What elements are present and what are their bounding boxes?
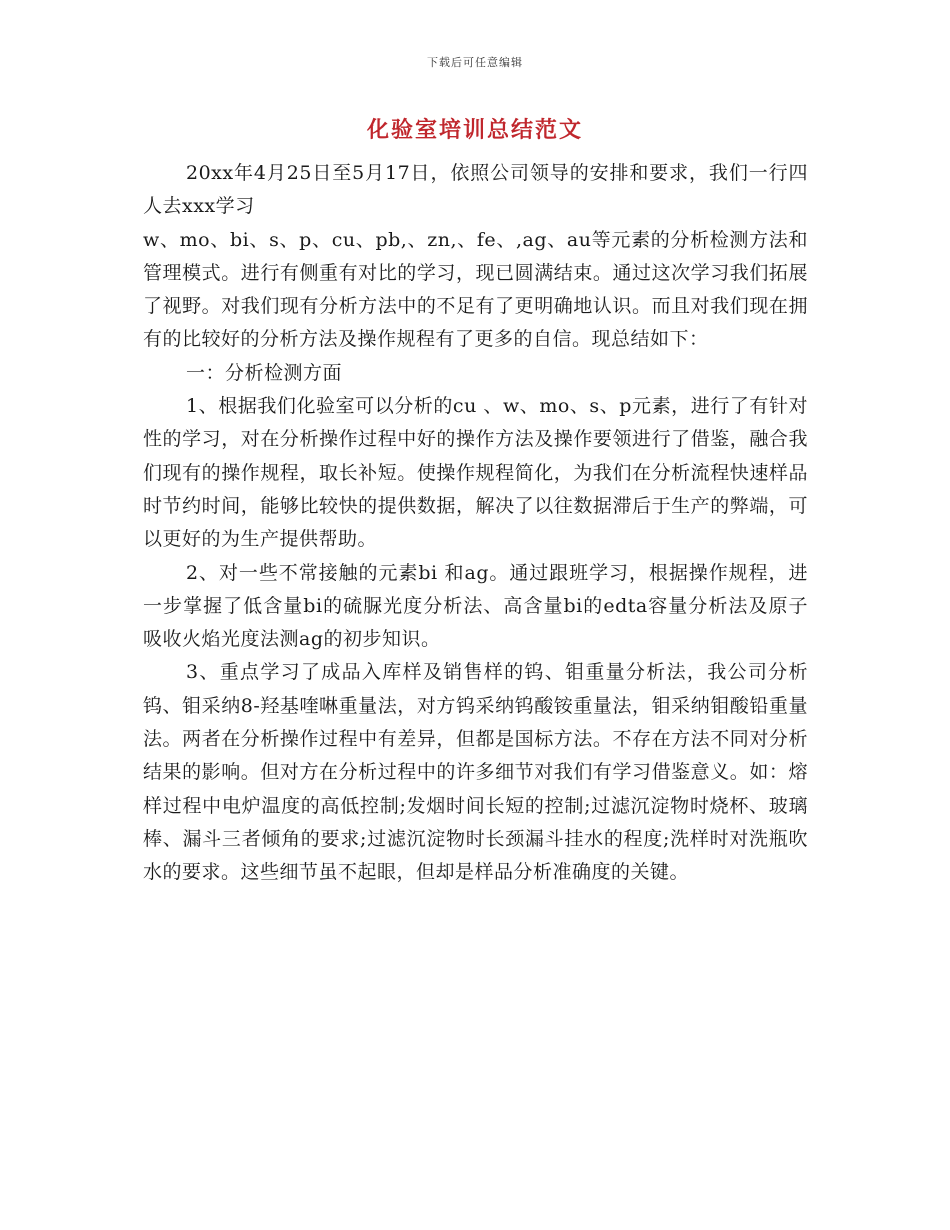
paragraph-item-2: 2、对一些不常接触的元素bi 和ag。通过跟班学习，根据操作规程，进一步掌握了低含量bi的硫脲光度分析法、高含量bi的edta容量分析法及原子吸收火焰光度法测ag的初步知识。: [143, 561, 808, 651]
paragraph-elements: w、mo、bi、s、p、cu、pb,、zn,、fe、,ag、au等元素的分析检测方法和管理模式。进行有侧重有对比的学习，现已圆满结束。通过这次学习我们拓展了视野。对我们现有分析方法中的不足有了更明确地认识。而且对我们现在拥有的比较好的分析方法及操作规程有了更多的自信。现总结如下：: [143, 228, 808, 351]
paragraph-item-1: 1、根据我们化验室可以分析的cu 、w、mo、s、p元素，进行了有针对性的学习，对在分析操作过程中好的操作方法及操作要领进行了借鉴，融合我们现有的操作规程，取长补短。使操作规程简化，为我们在分析流程快速样品时节约时间，能够比较快的提供数据，解决了以往数据滞后于生产的弊端，可以更好的为生产提供帮助。: [143, 395, 808, 551]
header-note: 下载后可任意编辑: [427, 56, 523, 69]
section-heading: 一：分析检测方面: [186, 361, 343, 384]
document-body: [143, 157, 808, 890]
paragraph-item-3: 3、重点学习了成品入库样及销售样的钨、钼重量分析法，我公司分析钨、钼采纳8-羟基喹啉重量法，对方钨采纳钨酸铵重量法，钼采纳钼酸铅重量法。两者在分析操作过程中有差异，但都是国标方法。不存在方法不同对分析结果的影响。但对方在分析过程中的许多细节对我们有学习借鉴意义。如：熔样过程中电炉温度的高低控制;发烟时间长短的控制;过滤沉淀物时烧杯、玻璃棒、漏斗三者倾角的要求;过滤沉淀物时长颈漏斗挂水的程度;洗样时对洗瓶吹水的要求。这些细节虽不起眼，但却是样品分析准确度的关键。: [143, 661, 808, 884]
paragraph-intro: 20xx年4月25日至5月17日，依照公司领导的安排和要求，我们一行四人去xxx学习: [143, 162, 808, 218]
document-title: 化验室培训总结范文: [366, 117, 583, 143]
